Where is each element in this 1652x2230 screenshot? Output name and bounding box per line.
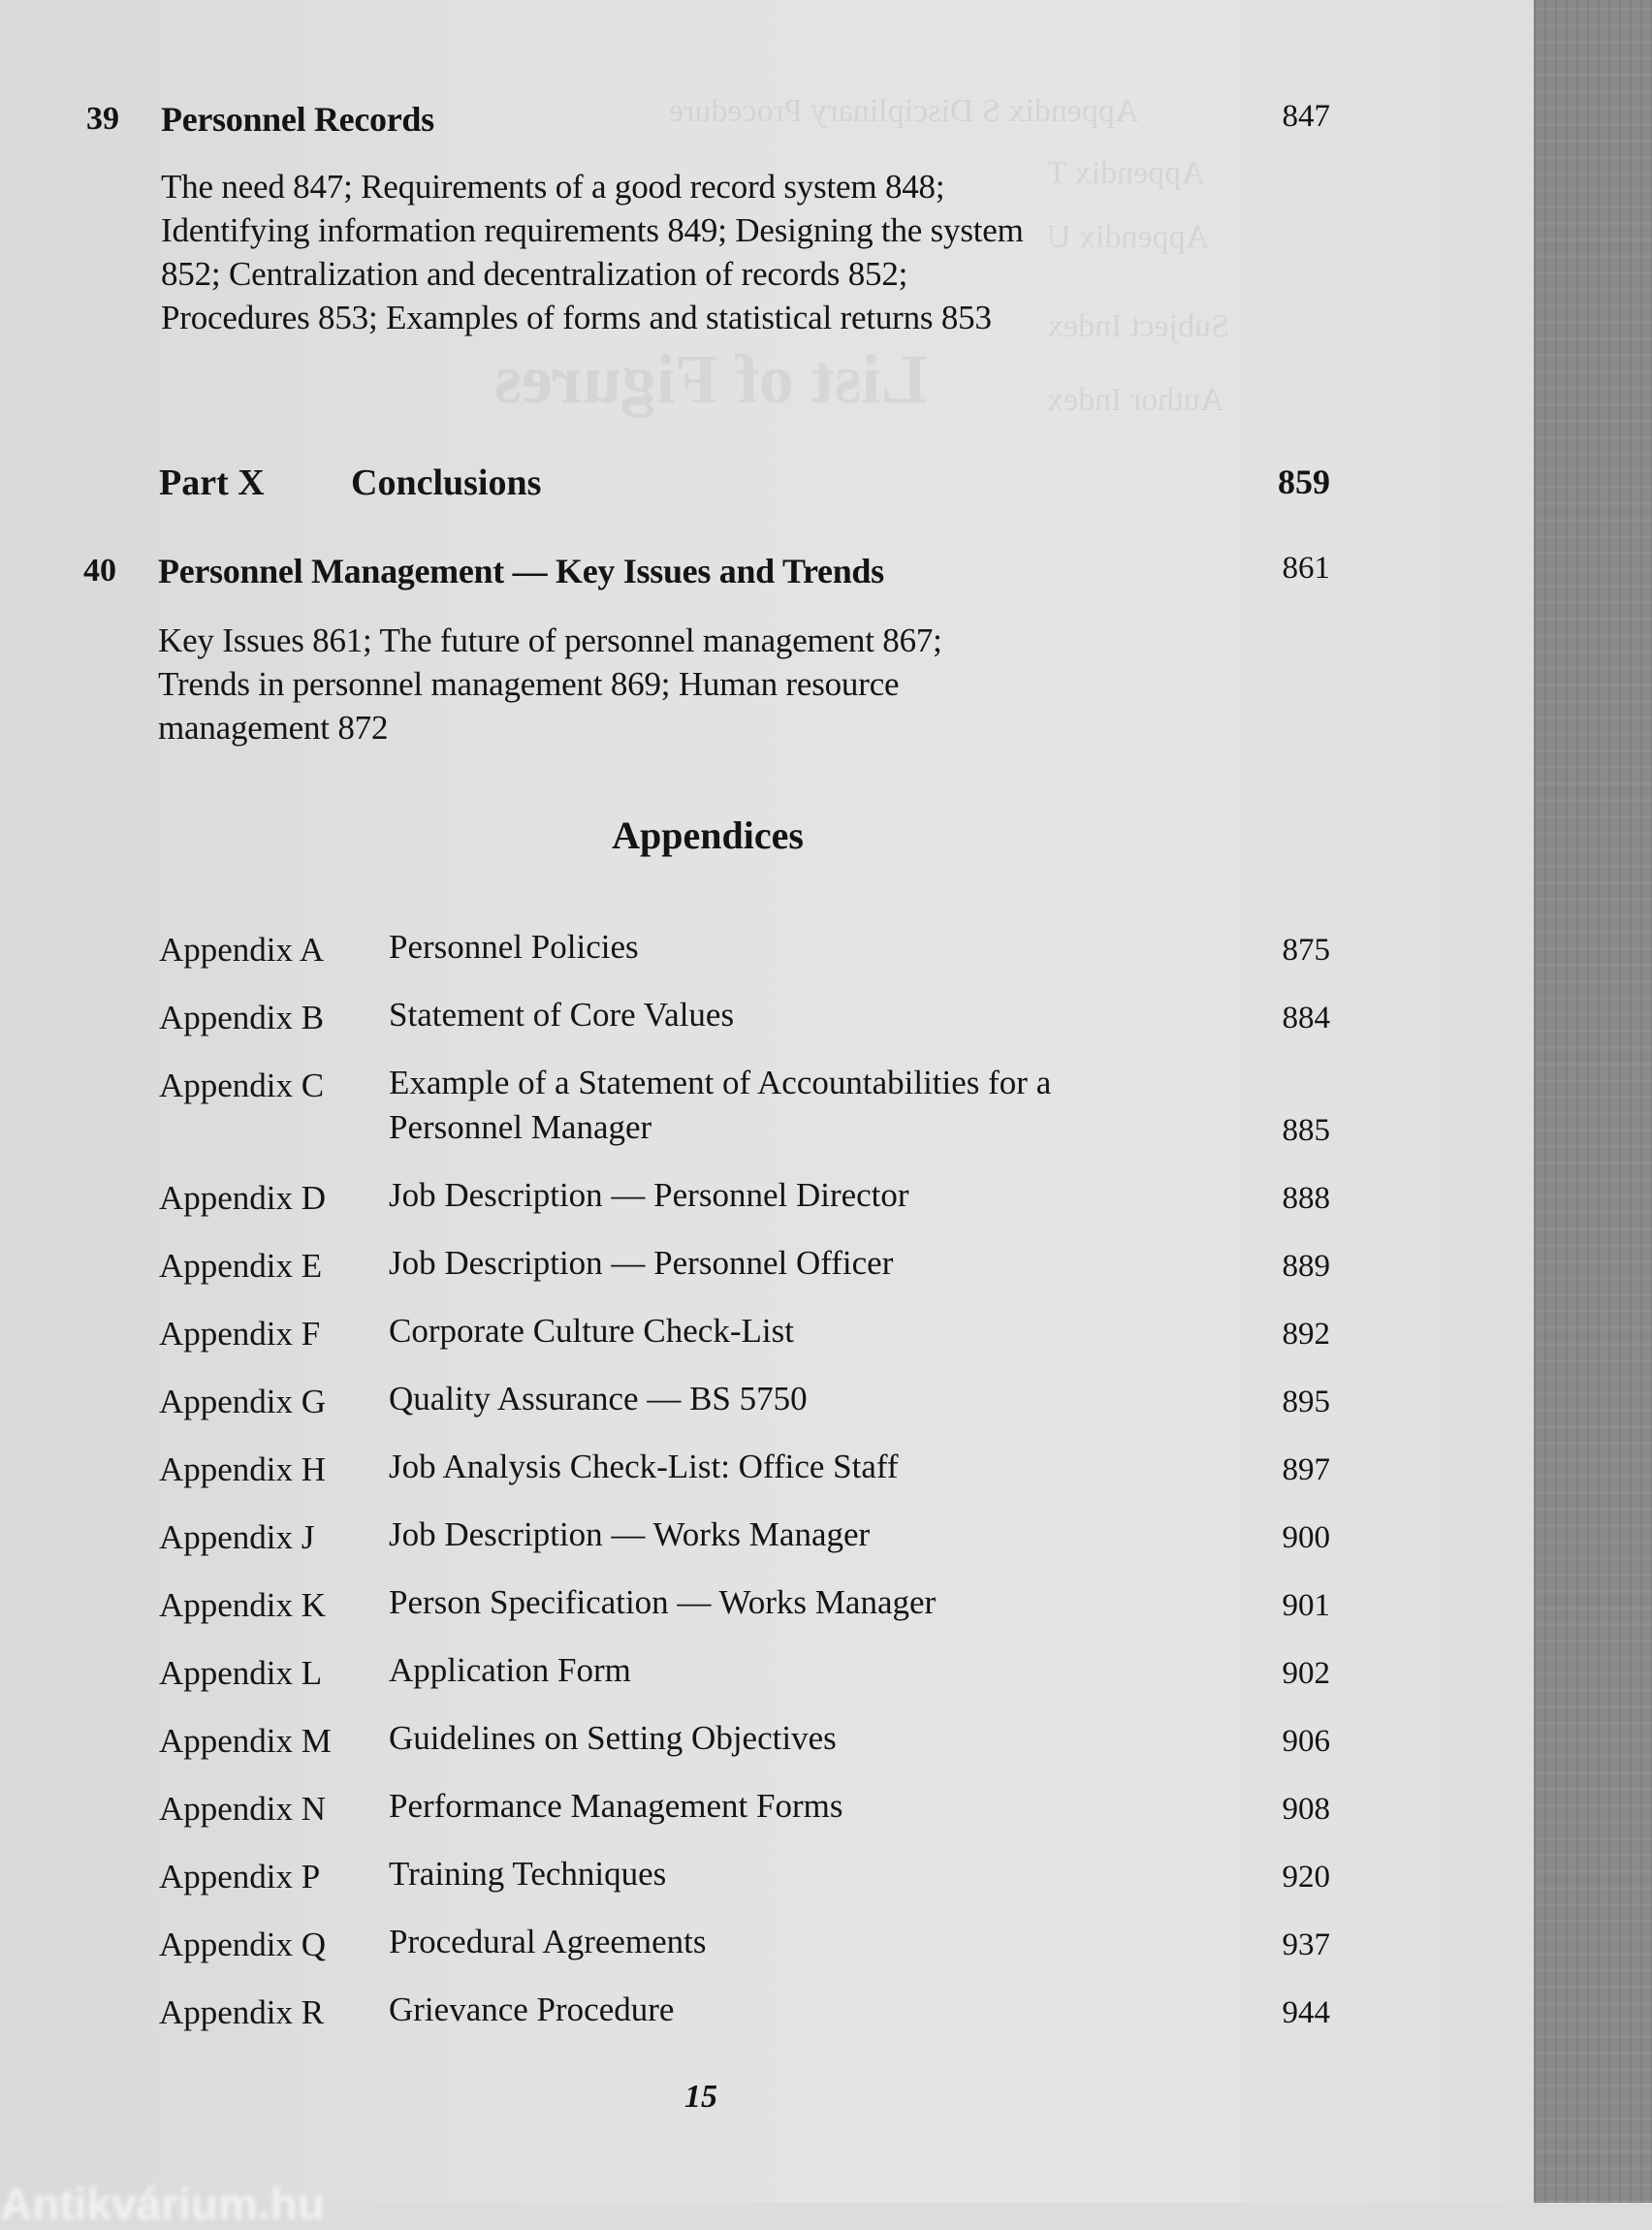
appendix-label: Appendix N — [159, 1790, 327, 1828]
appendix-label: Appendix P — [159, 1858, 321, 1896]
appendix-page: 875 — [1282, 933, 1330, 968]
description-line: management 872 — [158, 709, 389, 747]
appendix-title: Guidelines on Setting Objectives — [389, 1719, 837, 1757]
chapter-title: Personnel Management — Key Issues and Trends — [158, 552, 884, 590]
chapter-description — [161, 165, 1024, 339]
appendix-label: Appendix R — [159, 1993, 325, 2031]
appendix-title: Training Techniques — [389, 1855, 667, 1893]
description-line: Trends in personnel management 869; Human resource — [158, 665, 900, 703]
appendix-label: Appendix J — [159, 1518, 315, 1556]
appendix-page: 895 — [1282, 1385, 1330, 1419]
part-page: 859 — [1278, 462, 1330, 501]
appendix-page: 897 — [1282, 1452, 1330, 1487]
appendix-label: Appendix A — [159, 931, 325, 969]
part-label: Part X — [159, 462, 265, 503]
wood-surface-background — [1534, 0, 1652, 2203]
description-line: Key Issues 861; The future of personnel management 867; — [158, 621, 942, 659]
chapter-number: 40 — [83, 553, 116, 589]
appendix-label: Appendix G — [159, 1383, 327, 1420]
appendix-title: Job Analysis Check-List: Office Staff — [389, 1448, 899, 1485]
show-through-line: Appendix T — [1047, 155, 1205, 191]
appendix-title: Application Form — [389, 1651, 631, 1689]
appendix-page: 884 — [1282, 1001, 1330, 1035]
appendix-label: Appendix L — [159, 1654, 323, 1692]
appendix-title: Quality Assurance — BS 5750 — [389, 1380, 808, 1418]
appendix-page: 892 — [1282, 1317, 1330, 1352]
appendix-title: Job Description — Personnel Director — [389, 1176, 909, 1214]
appendix-title: Example of a Statement of Accountabilities for a — [389, 1064, 1052, 1101]
chapter-page: 861 — [1282, 551, 1330, 586]
appendix-title-continued: Personnel Manager — [389, 1108, 652, 1146]
appendix-label: Appendix D — [159, 1179, 327, 1217]
part-title: Conclusions — [351, 462, 542, 503]
chapter-description — [158, 619, 942, 749]
watermark: Antikvárium.hu — [0, 2179, 325, 2229]
appendix-label: Appendix B — [159, 999, 325, 1036]
page-number: 15 — [684, 2079, 717, 2115]
appendix-label: Appendix M — [159, 1722, 332, 1760]
appendix-title: Personnel Policies — [389, 928, 639, 966]
appendix-page: 901 — [1282, 1588, 1330, 1623]
show-through-line: Appendix U — [1047, 219, 1210, 255]
appendix-page: 944 — [1282, 1995, 1330, 2030]
description-line: Procedures 853; Examples of forms and statistical returns 853 — [161, 299, 992, 336]
appendix-title: Person Specification — Works Manager — [389, 1583, 937, 1621]
show-through-line: Author Index — [1047, 382, 1224, 418]
appendix-title: Statement of Core Values — [389, 996, 735, 1034]
appendices-heading: Appendices — [612, 813, 804, 857]
appendix-label: Appendix Q — [159, 1926, 327, 1963]
appendix-title: Procedural Agreements — [389, 1923, 707, 1960]
appendix-page: 902 — [1282, 1656, 1330, 1691]
appendix-title: Corporate Culture Check-List — [389, 1312, 794, 1350]
appendix-title: Job Description — Personnel Officer — [389, 1244, 894, 1282]
description-line: The need 847; Requirements of a good record system 848; — [161, 168, 945, 206]
appendix-label: Appendix E — [159, 1247, 323, 1285]
show-through-line: Subject Index — [1047, 308, 1229, 344]
chapter-page: 847 — [1282, 99, 1330, 134]
appendix-page: 900 — [1282, 1520, 1330, 1555]
appendix-page: 906 — [1282, 1724, 1330, 1759]
appendix-label: Appendix C — [159, 1067, 325, 1104]
chapter-title: Personnel Records — [161, 100, 434, 139]
appendix-label: Appendix F — [159, 1315, 321, 1353]
show-through-title: List of Figures — [494, 340, 928, 418]
description-line: Identifying information requirements 849; Designing the system — [161, 211, 1024, 249]
appendix-title: Grievance Procedure — [389, 1991, 675, 2028]
appendix-label: Appendix H — [159, 1450, 327, 1488]
appendix-title: Job Description — Works Manager — [389, 1515, 871, 1553]
appendix-page: 888 — [1282, 1181, 1330, 1216]
appendix-page: 937 — [1282, 1927, 1330, 1962]
appendix-page: 885 — [1282, 1113, 1330, 1148]
description-line: 852; Centralization and decentralization of records 852; — [161, 255, 908, 293]
appendix-page: 920 — [1282, 1860, 1330, 1895]
show-through-line: Appendix S Disciplinary Procedure — [669, 93, 1139, 129]
appendix-page: 908 — [1282, 1792, 1330, 1827]
appendix-title: Performance Management Forms — [389, 1787, 843, 1825]
chapter-number: 39 — [86, 101, 119, 137]
appendix-page: 889 — [1282, 1249, 1330, 1284]
appendix-label: Appendix K — [159, 1586, 327, 1624]
